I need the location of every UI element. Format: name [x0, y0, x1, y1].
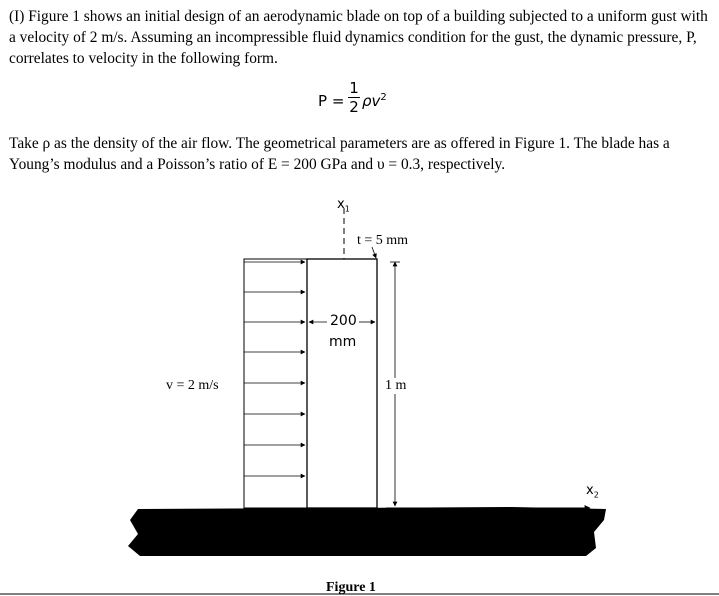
figure-caption: Figure 1 [326, 580, 376, 595]
x2-axis-subscript: 2 [593, 490, 599, 500]
equation-lhs: P = [318, 92, 345, 110]
problem-given: Take ρ as the density of the air flow. The geometrical parameters are as offered in Figure 1. The blade has a Young’s modulus and a Poisson’s ratio of E = 200 GPa and υ = 0.3, respectively. [9, 135, 670, 173]
equation-rhs-base: ρv [362, 92, 381, 110]
height-label: 1 m [385, 378, 407, 393]
fraction-denominator: 2 [349, 98, 359, 116]
x1-axis-letter: x [337, 197, 345, 212]
thickness-label: t = 5 mm [357, 233, 409, 248]
width-value-label: 200 [330, 313, 357, 329]
x1-axis-subscript: 1 [344, 204, 350, 214]
x1-axis-label [337, 197, 350, 214]
gust-region [244, 259, 307, 508]
blade [307, 259, 377, 508]
x2-axis-label [586, 483, 599, 500]
problem-intro: (I) Figure 1 shows an initial design of an aerodynamic blade on top of a building subjected to a uniform gust with a velocity of 2 m/s. Assuming an incompressible fluid dynamics condition for the gust, the dynamic pressure, P, correlates to velocity in the following form. [9, 8, 708, 67]
building-roof [128, 507, 606, 556]
velocity-label: v = 2 m/s [166, 378, 219, 393]
gust-arrows [244, 262, 305, 476]
x2-axis-letter: x [586, 483, 594, 498]
equation-exponent: 2 [380, 92, 387, 103]
width-unit-label: mm [329, 334, 357, 350]
fraction-numerator: 1 [349, 79, 359, 97]
